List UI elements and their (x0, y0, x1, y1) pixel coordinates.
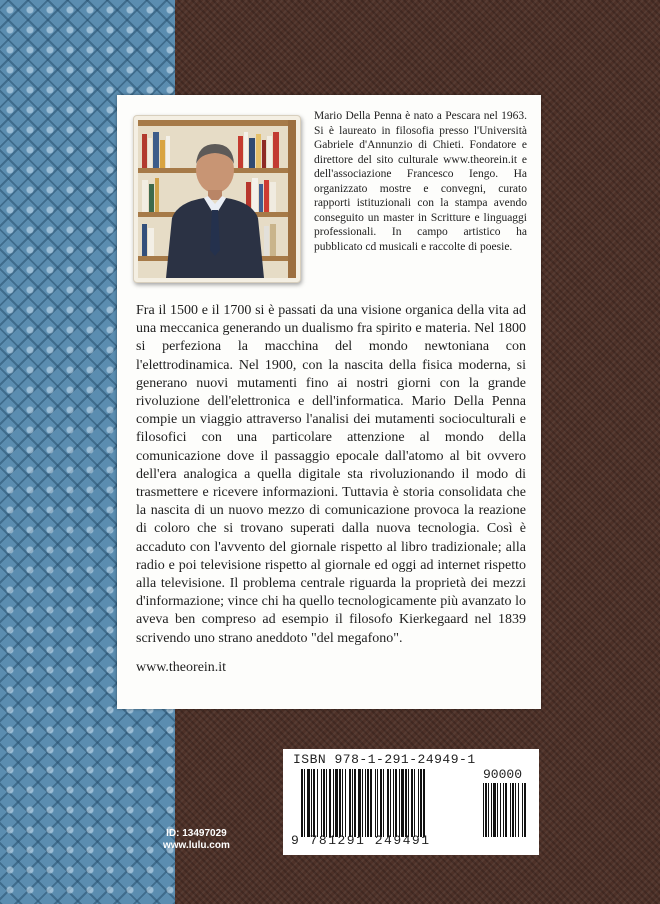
barcode-bar (510, 783, 511, 837)
book-description: Fra il 1500 e il 1700 si è passati da una visione organica della vita ad una meccanica generando un dualismo fra spirito e materia. Nel 1800 si perfeziona la macchina del mondo newtoniana con l'elettrodinamica. Nel 1900, con la nascita della fisica moderna, si generano nuovi mutamenti fino ai nostri giorni con la grande rivoluzione dell'elettronica e dell'informatica. Mario Della Penna compie un viaggio attraverso l'analisi dei mutamenti socioculturali e filosofici con una particolare attenzione al mondo della comunicazione dove il passaggio epocale dall'atomo al bit ovvero dell'era analogica a quella digitale sta rivoluzionando il modo di trasmettere e ricevere informazioni. Tuttavia è storia consolidata che la nascita di un nuovo mezzo di comunicazione provoca la reazione di coloro che si trovano superati dalla nuova tecnologia. Così è accaduto con l'avvento del giornale rispetto al libro tradizionale; alla radio e poi televisione rispetto al giornale ed oggi ad internet rispetto alla televisione. Il problema centrale riguarda la proprietà dei mezzi d'informazione; vince chi ha quello tecnologicamente più avanzato lo aveva ben compreso ad esempio il filosofo Kierkegaard nel 1839 scrivendo uno strano aneddoto "del megafono". (136, 303, 526, 646)
barcode-bar (414, 769, 415, 837)
barcode-bar (418, 769, 419, 837)
barcode-bar (358, 769, 361, 837)
barcode-bar (380, 769, 382, 837)
barcode-bar (352, 769, 353, 837)
barcode-bar (515, 783, 516, 837)
barcode-bar (375, 769, 376, 837)
barcode-bar (329, 769, 331, 837)
barcode-bar (321, 769, 322, 837)
barcode-bar (390, 769, 391, 837)
barcode-bar (522, 783, 523, 837)
text-panel (117, 95, 541, 709)
barcode-bar (491, 783, 492, 837)
barcode-bar (342, 769, 343, 837)
addon-barcode-bars (483, 783, 531, 837)
publisher-info (163, 828, 230, 852)
barcode-bar (377, 769, 378, 837)
barcode-bar (497, 783, 498, 837)
barcode-bar (362, 769, 363, 837)
barcode-bar (317, 769, 318, 837)
barcode-bar (354, 769, 356, 837)
barcode-bar (483, 783, 484, 837)
barcode-bar (393, 769, 394, 837)
barcode-bar (307, 769, 310, 837)
barcode-bar (313, 769, 315, 837)
barcode-bar (399, 769, 400, 837)
author-bio: Mario Della Penna è nato a Pescara nel 1963. Si è laureato in filosofia presso l'Università Gabriele d'Annunzio di Chieti. Fondatore e direttore del sito culturale www.theorein.it e dell'associazione Francesco Iengo. Ha organizzato mostre e convegni, curato rapporti istituzionali con la stampa avendo conseguito un master in Scritture e linguaggi professionali. In campo artistico ha pubblicato cd musicali e raccolte di poesie. (314, 110, 527, 253)
barcode-bar (395, 769, 397, 837)
author-photo (133, 115, 301, 283)
barcode-bar (401, 769, 404, 837)
isbn-label: ISBN 978-1-291-24949-1 (293, 752, 476, 767)
author-portrait-icon (138, 120, 296, 278)
barcode-bar (493, 783, 496, 837)
publisher-url: www.lulu.com (163, 840, 230, 851)
barcode-bar (367, 769, 369, 837)
barcode-bar (485, 783, 487, 837)
barcode-bar (420, 769, 422, 837)
price-code: 90000 (483, 767, 523, 782)
barcode-bar (524, 783, 526, 837)
barcode-bar (488, 783, 489, 837)
barcode-bar (512, 783, 514, 837)
website-link[interactable]: www.theorein.it (136, 660, 227, 675)
barcode-bar (323, 769, 325, 837)
barcode-bar (345, 769, 346, 837)
barcode-bar (335, 769, 338, 837)
barcode-bar (405, 769, 407, 837)
barcode-bar (370, 769, 372, 837)
isbn-barcode (283, 749, 539, 855)
barcode-bar (339, 769, 341, 837)
barcode-bar (326, 769, 327, 837)
barcode-bar (408, 769, 409, 837)
barcode-bar (333, 769, 334, 837)
barcode-bar (301, 769, 303, 837)
publisher-id: ID: 13497029 (166, 828, 227, 839)
barcode-bar (349, 769, 351, 837)
barcode-bar (387, 769, 389, 837)
barcode-bar (503, 783, 504, 837)
barcode-digits: 9 781291 249491 (291, 833, 431, 848)
barcode-bar (304, 769, 305, 837)
barcode-bar (311, 769, 312, 837)
barcode-bars (301, 769, 479, 837)
barcode-bar (411, 769, 413, 837)
barcode-bar (500, 783, 501, 837)
barcode-bar (383, 769, 384, 837)
barcode-bar (365, 769, 366, 837)
barcode-bar (505, 783, 507, 837)
barcode-bar (423, 769, 425, 837)
barcode-bar (518, 783, 519, 837)
